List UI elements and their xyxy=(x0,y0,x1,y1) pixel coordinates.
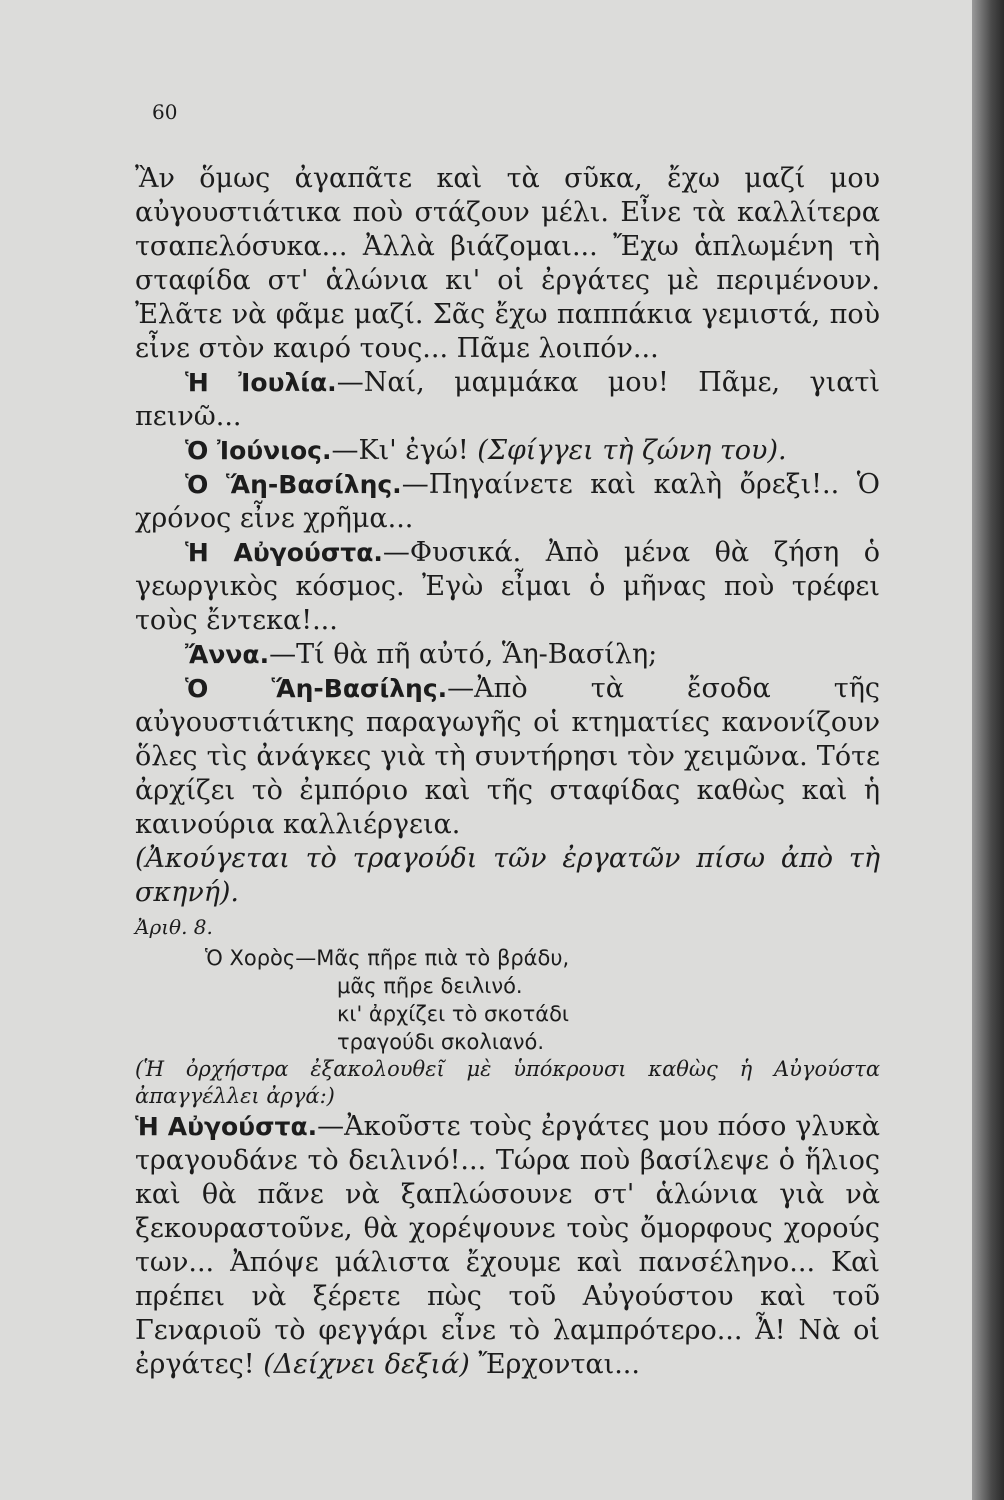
speaker-name: Ἡ Ἰουλία. xyxy=(185,368,337,397)
speech-line xyxy=(135,434,880,468)
song-line: Ὁ Χορὸς—Μᾶς πῆρε πιὰ τὸ βράδυ, xyxy=(205,946,570,970)
stage-direction: (Ἡ ὀρχήστρα ἐξακολουθεῖ μὲ ὑπόκρουσι καθὼς ἡ Αὐγούστα ἀπαγγέλλει ἀργά:) xyxy=(135,1057,880,1108)
song-number: Ἀριθ. 8. xyxy=(135,915,213,939)
speech-line xyxy=(135,1110,880,1382)
page-number: 60 xyxy=(152,100,178,124)
speech-line xyxy=(135,672,880,842)
speech-text: Ἔρχονται... xyxy=(469,1349,640,1380)
speech-line xyxy=(135,366,880,434)
speaker-name: Ὁ Ἅη-Βασίλης. xyxy=(185,674,448,703)
page-text xyxy=(135,162,880,1382)
speech-line xyxy=(135,536,880,638)
stage-direction: (Δείχνει δεξιά) xyxy=(263,1349,470,1380)
song-line: τραγούδι σκολιανό. xyxy=(337,1030,545,1054)
speaker-name: Ὁ Ἅη-Βασίλης. xyxy=(185,470,402,499)
paragraph: Ἂν ὅμως ἀγαπᾶτε καὶ τὰ σῦκα, ἔχω μαζί μου αὐγουστιάτικα ποὺ στάζουν μέλι. Εἶνε τὰ καλλίτερα τσαπελόσυκα... Ἀλλὰ βιάζομαι... Ἔχω ἁπλωμένη τὴ σταφίδα στ' ἁλώνια κι' οἱ ἐργάτες μὲ περιμένουν. Ἐλᾶτε νὰ φᾶμε μαζί. Σᾶς ἔχω παππάκια γεμιστά, ποὺ εἶνε στὸν καιρό τους... Πᾶμε λοιπόν... xyxy=(135,163,880,364)
speaker-name: Ὁ Ἰούνιος. xyxy=(185,436,332,465)
stage-direction: (Σφίγγει τὴ ζώνη του). xyxy=(477,435,787,466)
song-line: κι' ἀρχίζει τὸ σκοτάδι xyxy=(337,1002,570,1026)
speech-text: —Φυσικά. Ἀπὸ μένα θὰ ζήση ὁ γεωργικὸς κόσμος. Ἐγὼ εἶμαι ὁ μῆνας ποὺ τρέφει τοὺς ἔντεκα!... xyxy=(135,537,880,636)
speaker-name: Ἡ Αὐγούστα. xyxy=(185,538,383,567)
speech-text: —Τί θὰ πῆ αὐτό, Ἅη-Βασίλη; xyxy=(269,639,658,670)
speech-text: —Πηγαίνετε καὶ καλὴ ὄρεξι!.. Ὁ χρόνος εἶνε χρῆμα... xyxy=(135,469,881,534)
speaker-name: Ἡ Αὐγούστα. xyxy=(135,1112,318,1141)
speech-text: —Κι' ἐγώ! xyxy=(331,435,478,466)
speech-line xyxy=(135,638,880,672)
song-singer: Ὁ Χορὸς xyxy=(205,946,296,970)
page-edge-shadow xyxy=(972,0,1004,1500)
speech-text: —Ἀκοῦστε τοὺς ἐργάτες μου πόσο γλυκὰ τραγουδάνε τὸ δειλινό!... Τώρα ποὺ βασίλεψε ὁ ἥλιος καὶ θὰ πᾶνε νὰ ξαπλώσουνε στ' ἁλώνια γιὰ νὰ ξεκουραστοῦνε, θὰ χορέψουνε τοὺς ὄμορφους χορούς των... Ἀπόψε μάλιστα ἔχουμε καὶ πανσέληνο... Καὶ πρέπει νὰ ξέρετε πὼς τοῦ Αὐγούστου καὶ τοῦ Γεναριοῦ τὸ φεγγάρι εἶνε τὸ λαμπρότερο... Ἆ! Νὰ οἱ ἐργάτες! xyxy=(135,1111,880,1380)
speaker-name: Ἄννα. xyxy=(185,640,270,669)
stage-direction: (Ἀκούγεται τὸ τραγούδι τῶν ἐργατῶν πίσω ἀπὸ τὴ σκηνή). xyxy=(135,843,880,908)
speech-text: —Ἀπὸ τὰ ἔσοδα τῆς αὐγουστιάτικης παραγωγῆς οἱ κτηματίες κανονίζουν ὅλες τὶς ἀνάγκες γιὰ τὴ συντήρησι τὸν χειμῶνα. Τότε ἀρχίζει τὸ ἐμπόριο καὶ τῆς σταφίδας καθὼς καὶ ἡ καινούρια καλλιέργεια. xyxy=(135,673,880,840)
song-line: μᾶς πῆρε δειλινό. xyxy=(337,974,523,998)
chorus-song xyxy=(205,944,880,1056)
speech-line xyxy=(135,468,880,536)
speech-text: —Ναί, μαμμάκα μου! Πᾶμε, γιατὶ πεινῶ... xyxy=(135,367,881,432)
